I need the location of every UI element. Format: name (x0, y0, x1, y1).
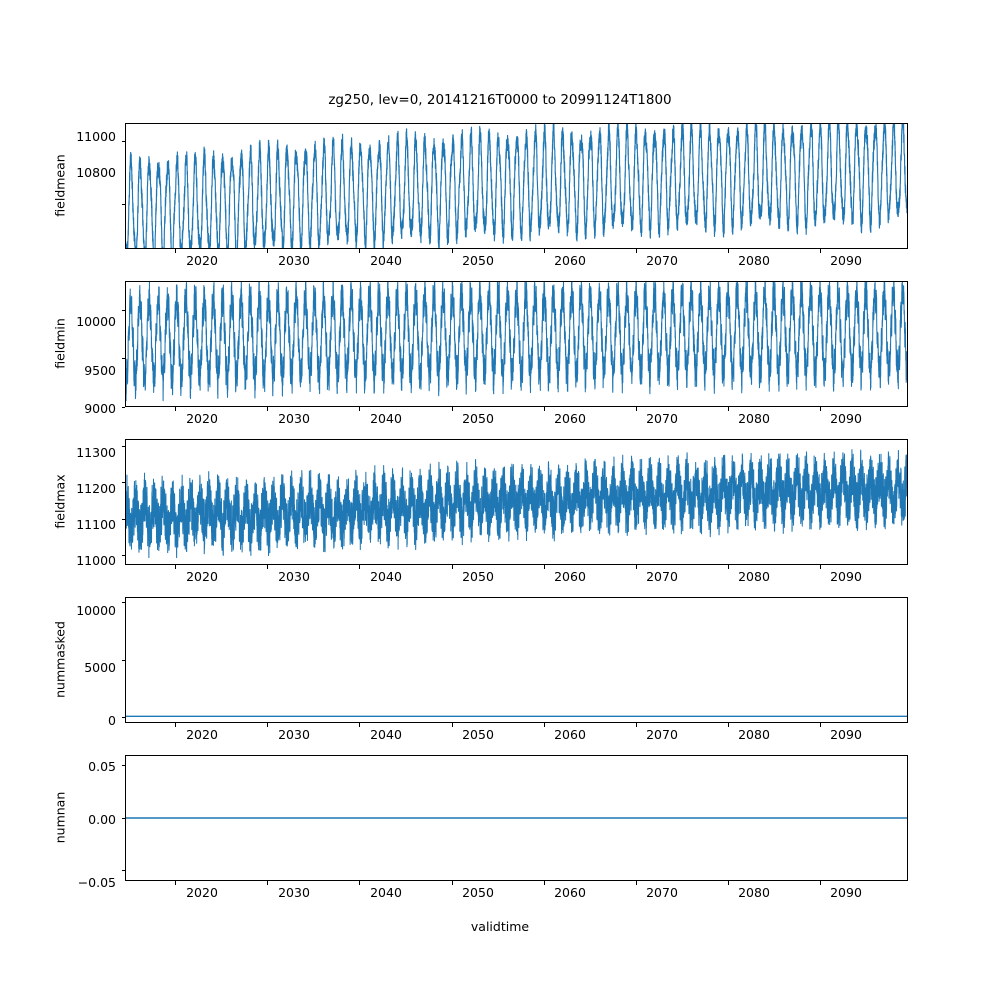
ytick-fieldmax-3: 11300 (76, 445, 116, 460)
x-tickmark (175, 723, 176, 727)
xtick-panel3-1: 2030 (278, 727, 310, 742)
ytick-fieldmax-0: 11000 (76, 553, 116, 568)
xtick-panel3-4: 2060 (554, 727, 586, 742)
ytick-fieldmean-1: 11000 (76, 129, 116, 144)
axis-label-nummasked: nummasked (52, 621, 68, 698)
xtick-panel2-4: 2060 (554, 569, 586, 584)
y-tickmark (122, 446, 126, 447)
axis-label-numnan: numnan (52, 791, 68, 844)
x-tickmark (175, 565, 176, 569)
x-tickmark (452, 565, 453, 569)
xtick-panel4-1: 2030 (278, 885, 310, 900)
xtick-panel3-2: 2040 (370, 727, 402, 742)
x-tickmark (359, 881, 360, 885)
xtick-panel2-1: 2030 (278, 569, 310, 584)
x-tickmark (267, 881, 268, 885)
y-tickmark (122, 407, 126, 408)
ytick-numnan-2: 0.05 (88, 759, 116, 774)
ytick-fieldmin-0: 9000 (84, 401, 116, 416)
x-tickmark (267, 249, 268, 253)
xtick-panel2-0: 2020 (186, 569, 218, 584)
x-tickmark (636, 249, 637, 253)
plot-panel-fieldmin (125, 281, 908, 407)
y-tickmark (122, 204, 126, 205)
ytick-fieldmax-1: 11100 (76, 517, 116, 532)
ytick-fieldmin-1: 9500 (84, 363, 116, 378)
xtick-panel4-4: 2060 (554, 885, 586, 900)
x-tickmark (359, 565, 360, 569)
x-tickmark (820, 407, 821, 411)
x-tickmark (175, 881, 176, 885)
xtick-panel2-2: 2040 (370, 569, 402, 584)
y-tickmark (122, 602, 126, 603)
x-tickmark (636, 565, 637, 569)
ytick-fieldmax-2: 11200 (76, 481, 116, 496)
xtick-panel1-5: 2070 (646, 411, 678, 426)
xtick-panel4-6: 2080 (738, 885, 770, 900)
xtick-panel0-6: 2080 (738, 253, 770, 268)
x-tickmark (820, 249, 821, 253)
xtick-panel2-3: 2050 (462, 569, 494, 584)
x-tickmark (452, 407, 453, 411)
y-tickmark (122, 717, 126, 718)
x-tickmark (728, 723, 729, 727)
x-tickmark (544, 249, 545, 253)
x-tickmark (267, 723, 268, 727)
x-tickmark (636, 723, 637, 727)
x-tickmark (544, 407, 545, 411)
x-tickmark (359, 723, 360, 727)
ytick-nummasked-0: 0 (108, 713, 116, 728)
xtick-panel0-5: 2070 (646, 253, 678, 268)
x-tickmark (359, 249, 360, 253)
figure-title: zg250, lev=0, 20141216T0000 to 20991124T1800 (328, 92, 672, 108)
plot-panel-nummasked (125, 597, 908, 723)
xtick-panel1-1: 2030 (278, 411, 310, 426)
x-tickmark (452, 881, 453, 885)
xtick-panel1-2: 2040 (370, 411, 402, 426)
xtick-panel3-5: 2070 (646, 727, 678, 742)
y-tickmark (122, 519, 126, 520)
xtick-panel2-6: 2080 (738, 569, 770, 584)
xtick-panel4-7: 2090 (830, 885, 862, 900)
x-tickmark (544, 565, 545, 569)
x-tickmark (728, 249, 729, 253)
plot-panel-fieldmax (125, 439, 908, 565)
x-tickmark (728, 407, 729, 411)
x-tickmark (452, 723, 453, 727)
xtick-panel2-5: 2070 (646, 569, 678, 584)
y-tickmark (122, 660, 126, 661)
xtick-panel0-4: 2060 (554, 253, 586, 268)
xtick-panel1-6: 2080 (738, 411, 770, 426)
x-tickmark (267, 407, 268, 411)
x-tickmark (636, 881, 637, 885)
xtick-panel4-0: 2020 (186, 885, 218, 900)
x-tickmark (267, 565, 268, 569)
xtick-panel2-7: 2090 (830, 569, 862, 584)
xtick-panel3-0: 2020 (186, 727, 218, 742)
x-tickmark (820, 723, 821, 727)
xtick-panel4-5: 2070 (646, 885, 678, 900)
x-tickmark (728, 881, 729, 885)
x-tickmark (728, 565, 729, 569)
ytick-fieldmin-2: 10000 (76, 314, 116, 329)
x-tickmark (636, 407, 637, 411)
y-tickmark (122, 765, 126, 766)
y-tickmark (122, 482, 126, 483)
y-tickmark (122, 870, 126, 871)
xtick-panel0-2: 2040 (370, 253, 402, 268)
xtick-panel4-3: 2050 (462, 885, 494, 900)
y-tickmark (122, 141, 126, 142)
x-tickmark (359, 407, 360, 411)
ytick-numnan-1: 0.00 (88, 812, 116, 827)
xtick-panel1-3: 2050 (462, 411, 494, 426)
xtick-panel3-3: 2050 (462, 727, 494, 742)
y-tickmark (122, 818, 126, 819)
xtick-panel1-4: 2060 (554, 411, 586, 426)
xtick-panel4-2: 2040 (370, 885, 402, 900)
x-tickmark (175, 249, 176, 253)
ytick-nummasked-2: 10000 (76, 603, 116, 618)
x-tickmark (175, 407, 176, 411)
plot-panel-fieldmean (125, 123, 908, 249)
ytick-nummasked-1: 5000 (84, 660, 116, 675)
x-tickmark (820, 565, 821, 569)
xtick-panel1-0: 2020 (186, 411, 218, 426)
xtick-panel3-7: 2090 (830, 727, 862, 742)
xtick-panel0-7: 2090 (830, 253, 862, 268)
axis-label-fieldmean: fieldmean (52, 154, 68, 217)
xtick-panel0-0: 2020 (186, 253, 218, 268)
plot-panel-numnan (125, 755, 908, 881)
x-tickmark (452, 249, 453, 253)
y-tickmark (122, 358, 126, 359)
x-tickmark (544, 723, 545, 727)
xtick-panel0-1: 2030 (278, 253, 310, 268)
xtick-panel1-7: 2090 (830, 411, 862, 426)
axis-label-fieldmin: fieldmin (52, 318, 68, 369)
x-tickmark (820, 881, 821, 885)
axis-label-validtime: validtime (470, 919, 530, 934)
y-tickmark (122, 555, 126, 556)
axis-label-fieldmax: fieldmax (52, 474, 68, 529)
x-tickmark (544, 881, 545, 885)
xtick-panel0-3: 2050 (462, 253, 494, 268)
ytick-numnan-0: −0.05 (77, 875, 116, 890)
xtick-panel3-6: 2080 (738, 727, 770, 742)
y-tickmark (122, 310, 126, 311)
ytick-fieldmean-0: 10800 (76, 165, 116, 180)
